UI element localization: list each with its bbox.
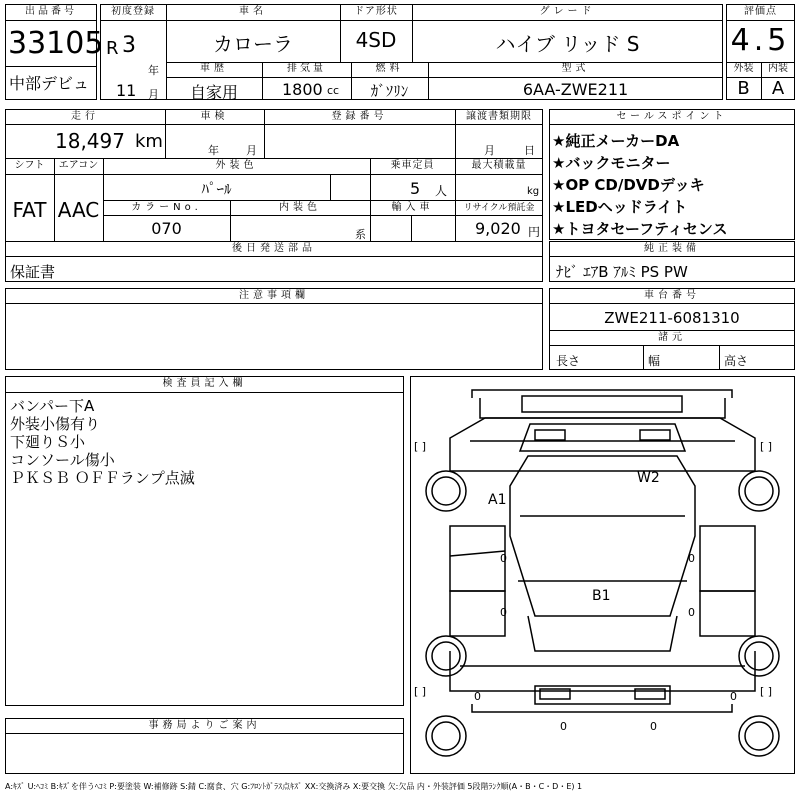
color-value: ﾊﾟｰﾙ	[201, 180, 232, 198]
color-no-label: カラーNo.	[131, 202, 202, 213]
car-name-label: 車名	[239, 6, 267, 17]
inspection-year-unit: 年	[208, 144, 219, 157]
chassis-label: 車台番号	[644, 290, 700, 301]
grade-label: グレード	[539, 6, 596, 17]
sales-point: ★バックモニター	[552, 154, 671, 172]
exterior-label: 外装	[733, 63, 754, 74]
shift-label: シフト	[14, 160, 45, 171]
inspector-line: バンパー下A	[10, 397, 95, 415]
fuel-value: ｶﾞｿﾘﾝ	[370, 82, 409, 100]
sales-point: ★OP CD/DVDデッキ	[552, 176, 705, 194]
shift-value: FAT	[12, 198, 47, 222]
mileage-label: 走行	[71, 111, 99, 122]
sales-points-label: セールスポイント	[616, 111, 728, 122]
transfer-day: 日	[524, 144, 535, 157]
diagram-bracket: [ ]	[760, 685, 773, 698]
exterior-value: B	[737, 78, 750, 99]
chassis-value: ZWE211-6081310	[604, 309, 740, 327]
mileage-unit: km	[135, 131, 163, 152]
inspector-line: ＰＫＳＢ ＯＦＦランプ点滅	[10, 469, 195, 487]
car-name: カローラ	[213, 32, 293, 56]
year-number: 3	[122, 33, 136, 58]
diagram-bracket: [ ]	[760, 440, 773, 453]
inspector-line: 外装小傷有り	[10, 415, 101, 433]
later-parts-label: 後日発送部品	[232, 243, 316, 254]
car-diagram	[410, 376, 795, 774]
inspection-label: 車検	[200, 111, 229, 122]
height-label: 高さ	[724, 354, 749, 368]
displacement-unit: cc	[327, 84, 340, 97]
diagram-zero: 0	[688, 606, 695, 619]
capacity-value: 5	[410, 179, 421, 198]
transfer-label: 譲渡書類期限	[466, 111, 532, 122]
score-label: 評価点	[744, 6, 777, 17]
era-letter: R	[106, 38, 119, 59]
interior-value: A	[771, 78, 785, 99]
sales-point: ★トヨタセーフティセンス	[552, 220, 728, 238]
month-unit: 月	[148, 88, 159, 101]
sales-point: ★純正メーカーDA	[552, 132, 680, 150]
damage-mark-b1: B1	[592, 588, 611, 604]
model-value: 6AA-ZWE211	[522, 80, 629, 99]
later-parts-value: 保証書	[10, 263, 56, 281]
grade-value: ハイブ リッド S	[495, 32, 640, 56]
damage-mark-w2: W2	[637, 470, 660, 486]
reg-no-label: 登録番号	[331, 111, 388, 122]
inspection-month-unit: 月	[246, 144, 257, 157]
door-value: 4SD	[355, 28, 397, 52]
diagram-bracket: [ ]	[414, 440, 427, 453]
displacement-value: 1800	[282, 80, 323, 99]
lot-number: 33105	[8, 26, 104, 61]
int-color-label: 内装色	[279, 202, 321, 213]
equipment-label: 純正装備	[644, 243, 700, 254]
length-label: 長さ	[556, 354, 581, 368]
inspector-line: 下廻りＳ小	[10, 433, 86, 451]
diagram-zero: 0	[500, 552, 507, 565]
fuel-label: 燃料	[375, 63, 404, 74]
width-label: 幅	[648, 354, 661, 368]
score-value: 4.5	[730, 23, 791, 58]
damage-mark-a1: A1	[488, 492, 507, 508]
color-label: 外装色	[215, 160, 258, 171]
inspector-line: コンソール傷小	[10, 451, 115, 469]
sales-point: ★LEDヘッドライト	[552, 198, 688, 216]
recycle-label: リサイクル預託金	[463, 203, 535, 213]
diagram-zero: 0	[500, 606, 507, 619]
import-label: 輸入車	[391, 202, 434, 213]
recycle-unit: 円	[528, 225, 541, 239]
capacity-label: 乗車定員	[390, 160, 435, 171]
load-unit: kg	[527, 186, 540, 197]
diagram-zero: 0	[560, 720, 567, 733]
displacement-label: 排気量	[287, 63, 326, 74]
color-no-value: 070	[151, 219, 182, 238]
capacity-unit: 人	[435, 184, 448, 198]
inspector-label: 検査員記入欄	[162, 378, 247, 389]
mileage-value: 18,497	[55, 129, 125, 153]
notes-label: 注意事項欄	[239, 290, 309, 301]
diagram-zero: 0	[650, 720, 657, 733]
transfer-month: 月	[484, 144, 495, 157]
equipment-value: ﾅﾋﾞ ｴｱB ｱﾙﾐ PS PW	[556, 263, 688, 281]
recycle-value: 9,020	[475, 219, 521, 238]
diagram-bracket: [ ]	[414, 685, 427, 698]
lot-label: 出品番号	[25, 6, 77, 17]
office-label: 事務局よりご案内	[148, 720, 261, 731]
ac-label: エアコン	[58, 160, 99, 171]
diagram-zero: 0	[474, 690, 481, 703]
diagram-zero: 0	[730, 690, 737, 703]
interior-label: 内装	[768, 63, 788, 74]
history-label: 車歴	[200, 63, 228, 74]
door-label: ドア形状	[354, 6, 398, 17]
legend-text: A:ｷｽﾞ U:ﾍｺﾐ B:ｷｽﾞを伴うﾍｺﾐ P:要塗装 W:補修跡 S:錆 C:腐食、穴 G:ﾌﾛﾝﾄｶﾞﾗｽ点ｷｽﾞ XX:交換済み X:要交換 欠:欠品 内・外装評価 5段階ﾗﾝｸ順(A・B・C・D・E) 1	[5, 782, 583, 791]
load-label: 最大積載量	[471, 160, 527, 171]
year-unit: 年	[148, 64, 159, 77]
history-value: 自家用	[189, 83, 238, 102]
int-color-unit: 系	[355, 228, 366, 241]
dims-label: 諸元	[658, 332, 686, 343]
model-label: 型式	[561, 63, 590, 74]
first-reg-label: 初度登録	[111, 6, 155, 17]
month-number: 11	[116, 81, 137, 100]
diagram-zero: 0	[688, 552, 695, 565]
ac-value: AAC	[57, 198, 100, 222]
debut-label: 中部デビュ	[9, 74, 90, 93]
